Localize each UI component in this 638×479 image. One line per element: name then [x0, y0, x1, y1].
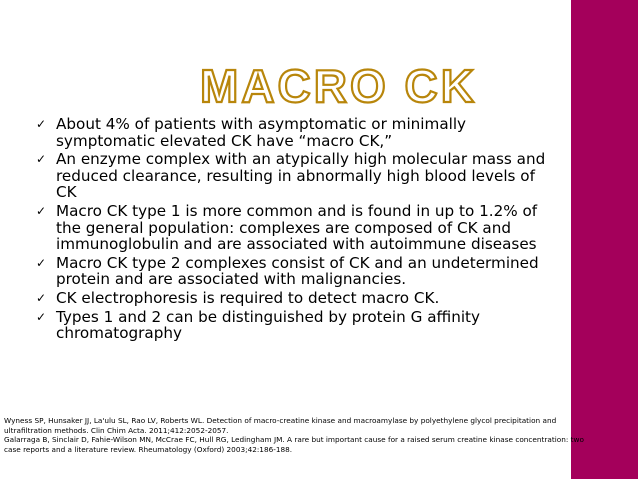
accent-side-bar	[571, 0, 638, 479]
check-mark-icon: ✓	[36, 309, 47, 324]
slide-title: MACRO CK	[200, 60, 477, 110]
bullet-item	[36, 116, 556, 149]
bullet-item	[36, 290, 556, 307]
bullet-item	[36, 151, 556, 201]
check-mark-icon: ✓	[36, 290, 47, 305]
check-mark-icon: ✓	[36, 117, 47, 131]
title-graphic	[190, 58, 490, 110]
bullet-text: Types 1 and 2 can be distinguished by protein G affinity chromatography	[56, 307, 480, 343]
bullet-item	[36, 309, 556, 342]
bullet-text: Macro CK type 1 is more common and is found in up to 1.2% of the general population: complexes are composed of CK and immunoglobulin and are associated with autoimmune diseases	[56, 201, 538, 254]
reference-2: Galarraga B, Sinclair D, Fahie-Wilson MN, McCrae FC, Hull RG, Ledingham JM. A rare but important cause for a raised serum creatine kinase concentration: two case reports and a literature review. Rheumatology (Oxford) 2003;42:186-188.	[4, 435, 584, 454]
reference-1: Wyness SP, Hunsaker JJ, La'ulu SL, Rao LV, Roberts WL. Detection of macro-creatine kinase and macroamylase by polyethylene glycol precipitation and ultrafiltration methods. Clin Chim Acta. 2011;412:2052-2057.	[4, 416, 557, 435]
bullet-text: CK electrophoresis is required to detect macro CK.	[56, 288, 440, 307]
bullet-text: An enzyme complex with an atypically high molecular mass and reduced clearance, resulting in abnormally high blood levels of CK	[56, 150, 546, 202]
check-mark-icon: ✓	[36, 255, 47, 270]
check-mark-icon: ✓	[36, 203, 47, 218]
bullet-text: Macro CK type 2 complexes consist of CK and an undetermined protein and are associated with malignancies.	[56, 253, 539, 289]
references	[4, 416, 594, 454]
title-area	[190, 58, 490, 110]
bullet-text: About 4% of patients with asymptomatic or minimally symptomatic elevated CK have “macro CK,”	[56, 115, 467, 150]
bullet-item	[36, 255, 556, 288]
bullet-list	[36, 116, 556, 344]
bullet-item	[36, 203, 556, 253]
check-mark-icon: ✓	[36, 152, 47, 167]
